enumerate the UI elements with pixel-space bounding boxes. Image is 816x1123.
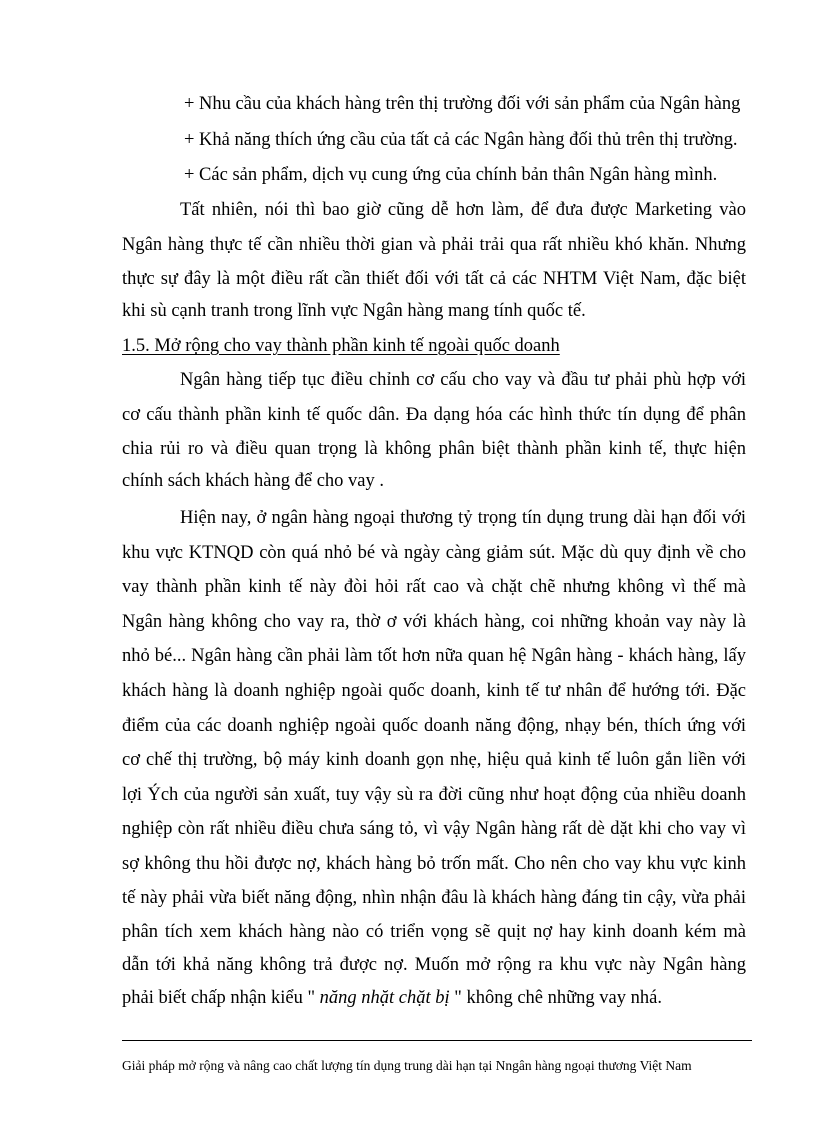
paragraph-line: lợi Ých của người sản xuất, tuy vậy sù ra đời cũng như hoạt động của nhiều doanh [122,785,746,805]
text-segment: phải biết chấp nhận kiểu " [122,988,320,1008]
bullet-line: + Nhu cầu của khách hàng trên thị trường đối với sản phẩm của Ngân hàng [184,94,741,114]
paragraph-line: chính sách khách hàng để cho vay . [122,471,384,491]
italic-phrase: năng nhặt chặt bị [319,988,450,1008]
bullet-line: + Khả năng thích ứng cầu của tất cả các Ngân hàng đối thủ trên thị trường. [184,130,738,150]
paragraph-line: khách hàng là doanh nghiệp ngoài quốc doanh, kinh tế tư nhân để hướng tới. Đặc [122,681,746,701]
paragraph-line: vay thành phần kinh tế này đòi hỏi rất cao và chặt chẽ nhưng không vì thế mà [122,577,746,597]
paragraph-line: Hiện nay, ở ngân hàng ngoại thương tỷ trọng tín dụng trung dài hạn đối với [180,508,746,528]
bullet-line: + Các sản phẩm, dịch vụ cung ứng của chính bản thân Ngân hàng mình. [184,165,718,185]
paragraph-line: thực sự đây là một điều rất cần thiết đối với tất cả các NHTM Việt Nam, đặc biệt [122,269,746,289]
paragraph-line: tế này phải vừa biết năng động, nhìn nhận đâu là khách hàng đáng tin cậy, vừa phải [122,888,746,908]
paragraph-last-line [122,986,662,1010]
footer-divider [122,1040,752,1041]
footer-text: Giải pháp mở rộng và nâng cao chất lượng tín dụng trung dài hạn tại Nngân hàng ngoại thương Việt Nam [122,1058,692,1073]
paragraph-line: cơ cấu thành phần kinh tế quốc dân. Đa dạng hóa các hình thức tín dụng để phân [122,405,746,425]
paragraph-line: Ngân hàng tiếp tục điều chỉnh cơ cấu cho vay và đầu tư phải phù hợp với [180,370,746,390]
paragraph-line: phân tích xem khách hàng nào có triển vọng sẽ quịt nợ hay kinh doanh kém mà [122,922,746,942]
paragraph-line: khu vực KTNQD còn quá nhỏ bé và ngày càng giảm sút. Mặc dù quy định về cho [122,543,746,563]
paragraph-line: sợ không thu hồi được nợ, khách hàng bỏ trốn mất. Cho nên cho vay khu vực kinh [122,854,746,874]
paragraph-line: khi sù cạnh tranh trong lĩnh vực Ngân hàng mang tính quốc tế. [122,301,586,321]
paragraph-line: Tất nhiên, nói thì bao giờ cũng dễ hơn làm, để đưa được Marketing vào [180,200,746,220]
paragraph-line: nghiệp còn rất nhiều điều chưa sáng tỏ, vì vậy Ngân hàng rất dè dặt khi cho vay vì [122,819,746,839]
text-segment: " không chê những vay nhá. [449,988,662,1008]
section-heading: 1.5. Mở rộng cho vay thành phần kinh tế ngoài quốc doanh [122,336,560,356]
paragraph-line: Ngân hàng không cho vay ra, thờ ơ với khách hàng, coi những khoản vay này là [122,612,746,632]
paragraph-line: Ngân hàng thực tế cần nhiều thời gian và phải trải qua rất nhiều khó khăn. Nhưng [122,235,746,255]
paragraph-line: chia rủi ro và điều quan trọng là không phân biệt thành phần kinh tế, thực hiện [122,439,746,459]
paragraph-line: dẫn tới khả năng không trả được nợ. Muốn mở rộng ra khu vực này Ngân hàng [122,955,746,975]
paragraph-line: cơ chế thị trường, bộ máy kinh doanh gọn nhẹ, hiệu quả kinh tế luôn gắn liền với [122,750,746,770]
paragraph-line: nhỏ bé... Ngân hàng cần phải làm tốt hơn nữa quan hệ Ngân hàng - khách hàng, lấy [122,646,746,666]
paragraph-line: điểm của các doanh nghiệp ngoài quốc doanh năng động, nhạy bén, thích ứng với [122,716,746,736]
